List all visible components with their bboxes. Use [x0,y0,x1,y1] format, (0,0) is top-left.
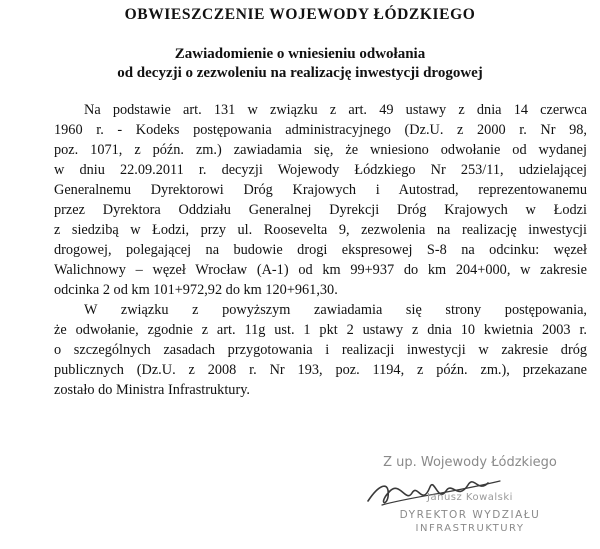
subtitle-line-1: Zawiadomienie o wniesieniu odwołania [174,46,426,62]
paragraph-1-line: drogowej, polegającej na budowie drogi ekspresowej S-8 na odcinku: węzeł [54,242,587,258]
stamp-authorization: Z up. Wojewody Łódzkiego [383,455,557,470]
paragraph-1-line: z siedzibą w Łodzi, przy ul. Roosevelta 9, zezwolenia na realizację inwestycji [54,222,587,238]
paragraph-1-line: przez Dyrektora Oddziału Generalnej Dyrekcji Dróg Krajowych w Łodzi [54,202,587,218]
paragraph-1-line: poz. 1071, z późn. zm.) zawiadamia się, że wniesiono odwołanie od wydanej [54,142,587,158]
signature-scribble [360,463,520,513]
paragraph-2-line: zostało do Ministra Infrastruktury. [54,382,251,398]
signature-block [360,455,580,545]
paragraph-1-line: Na podstawie art. 131 w związku z art. 49 ustawy z dnia 14 czerwca [84,102,587,118]
stamp-position: DYREKTOR WYDZIAŁU [399,509,541,521]
paragraph-1-line: w dniu 22.09.2011 r. decyzji Wojewody Łódzkiego Nr 253/11, udzielającej [54,162,587,178]
document-body [54,100,587,400]
document-subtitle [0,45,600,83]
paragraph-1-line: Walichnowy – węzeł Wrocław (A-1) od km 99+937 do km 204+000, w zakresie [54,262,587,278]
paragraph-2-line: W związku z powyższym zawiadamia się strony postępowania, [84,302,587,318]
paragraph-2-line: o szczególnych zasadach przygotowania i realizacji inwestycji w zakresie dróg [54,342,587,358]
stamp-name: Janusz Kowalski [427,492,513,503]
paragraph-1-line: odcinka 2 od km 101+972,92 do km 120+961,30. [54,282,338,298]
paragraph-1-line: 1960 r. - Kodeks postępowania administracyjnego (Dz.U. z 2000 r. Nr 98, [54,122,587,138]
paragraph-1 [54,100,587,300]
paragraph-2-line: publicznych (Dz.U. z 2008 r. Nr 193, poz. 1194, z późn. zm.), przekazane [54,362,587,378]
stamp-department: INFRASTRUKTURY [415,523,525,534]
paragraph-1-line: Generalnemu Dyrektorowi Dróg Krajowych i Autostrad, reprezentowanemu [54,182,587,198]
subtitle-line-2: od decyzji o zezwoleniu na realizację inwestycji drogowej [117,65,483,81]
document-title: OBWIESZCZENIE WOJEWODY ŁÓDZKIEGO [124,6,476,23]
paragraph-2 [54,300,587,400]
paragraph-2-line: że odwołanie, zgodnie z art. 11g ust. 1 pkt 2 ustawy z dnia 10 kwietnia 2003 r. [54,322,587,338]
